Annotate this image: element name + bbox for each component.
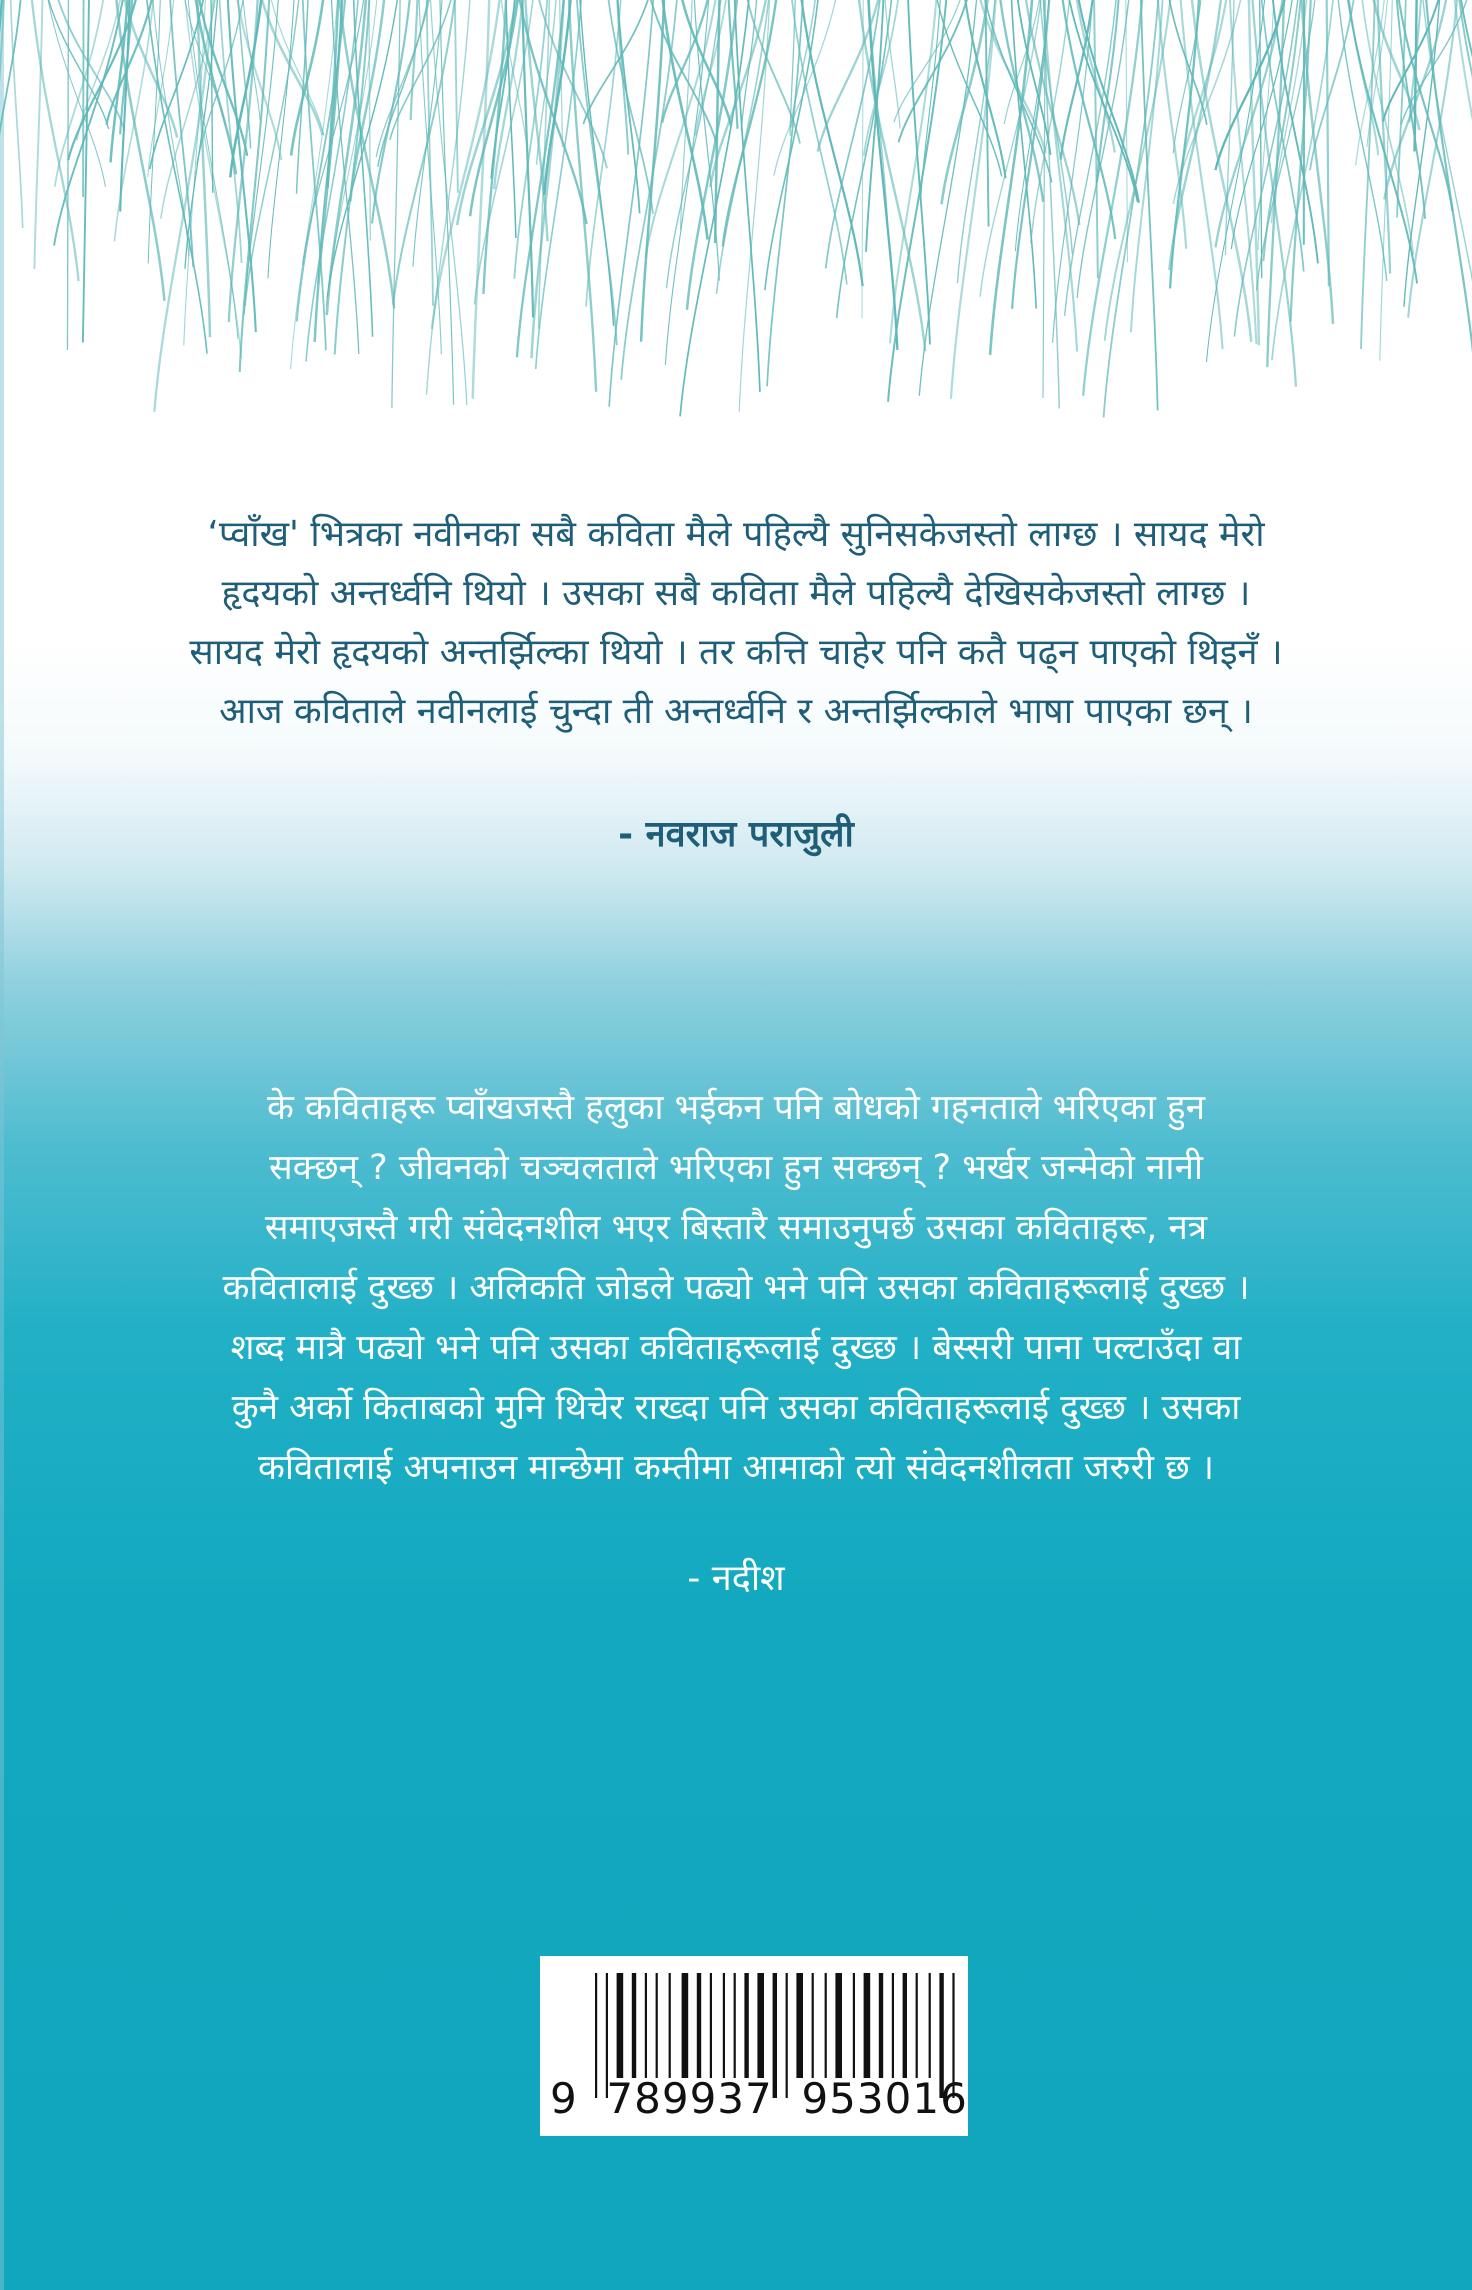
barcode-bar <box>916 1973 918 2078</box>
barcode-bar <box>697 1973 701 2078</box>
grass-blade <box>1105 0 1172 341</box>
barcode-bar <box>835 1973 842 2078</box>
barcode-bar <box>723 1973 725 2078</box>
grass-blade <box>473 0 490 399</box>
quote-line: समाएजस्तै गरी संवेदनशील भएर बिस्तारै समाउनुपर्छ उसका कविताहरू, नत्र <box>264 1208 1208 1248</box>
grass-blade <box>908 0 930 344</box>
grass-blade <box>392 0 400 408</box>
grass-blade <box>1454 0 1472 344</box>
quote-line: कवितालाई अपनाउन मान्छेमा कम्तीमा आमाको त्यो संवेदनशीलता जरुरी छ । <box>257 1448 1215 1488</box>
grass-blade <box>579 0 613 326</box>
barcode-bar <box>710 1973 712 2078</box>
quote-line: सक्छन् ? जीवनको चञ्चलताले भरिएका हुन सक्छन् ? भर्खर जन्मेको नानी <box>269 1148 1203 1188</box>
barcode-bar <box>825 1973 827 2078</box>
quote-line: शब्द मात्रै पढ्यो भने पनि उसका कविताहरूलाई दुख्छ । बेस्सरी पाना पल्टाउँदा वा <box>230 1328 1242 1368</box>
grass-blade <box>1425 0 1472 398</box>
grass-blade <box>607 0 653 214</box>
quote-navaraj <box>0 505 1472 741</box>
barcode-bar <box>853 1973 855 2078</box>
grass-blade <box>765 0 819 290</box>
grass-blade <box>951 0 996 399</box>
barcode-bar <box>892 1973 894 2078</box>
grass-blade <box>890 0 937 343</box>
grass-blade <box>1361 0 1375 349</box>
barcode-bar <box>682 1973 689 2078</box>
grass-blade <box>583 0 651 124</box>
quote-author-nadish: - नदीश <box>687 1558 785 1599</box>
grass-blade <box>884 0 900 128</box>
quote-line: सायद मेरो हृदयको अन्तर्झिल्का थियो । तर कत्ति चाहेर पनि कतै पढ्न पाएको थिइनँ । <box>189 632 1283 673</box>
grass-blade <box>369 0 370 241</box>
quote-nadish <box>0 1078 1472 1498</box>
barcode-bar <box>929 1973 931 2078</box>
grass-illustration <box>0 0 1472 480</box>
grass-blade <box>687 0 738 310</box>
barcode-bar <box>812 1973 814 2078</box>
barcode-bar <box>757 1973 764 2078</box>
grass-blade <box>586 0 621 307</box>
barcode-bar <box>656 1973 658 2078</box>
barcode-bar <box>645 1973 647 2078</box>
grass-blade <box>942 0 989 204</box>
grass-blade <box>440 0 454 405</box>
grass-blade <box>680 0 750 416</box>
quote-line: ‘प्वाँख' भित्रका नवीनका सबै कविता मैले पहिल्यै सुनिसकेजस्तो लाग्छ । सायद मेरो <box>207 514 1265 555</box>
grass-blade <box>1310 0 1355 170</box>
quote-line: आज कविताले नवीनलाई चुन्दा ती अन्तर्ध्वनि र अन्तर्झिल्काले भाषा पाएका छन् । <box>219 691 1253 732</box>
barcode-bar <box>734 1973 736 2078</box>
grass-blade <box>268 0 295 278</box>
quote-line: के कविताहरू प्वाँखजस्तै हलुका भईकन पनि बोधको गहनताले भरिएका हुन <box>266 1088 1206 1128</box>
grass-blade <box>767 0 803 386</box>
grass-blade <box>34 0 42 269</box>
grass-blade <box>1415 0 1417 151</box>
grass-blade <box>617 0 640 213</box>
barcode-bar <box>744 1973 748 2078</box>
barcode-bar <box>669 1973 671 2078</box>
grass-blade <box>858 0 925 351</box>
grass-blade <box>894 0 963 122</box>
barcode-bar <box>632 1973 636 2078</box>
grass-blade <box>800 0 862 286</box>
barcode-bar <box>903 1973 907 2078</box>
grass-blade <box>184 0 206 346</box>
grass-blade <box>1157 0 1186 249</box>
quote-line: हृदयको अन्तर्ध्वनि थियो । उसका सबै कविता मैले पहिल्यै देखिसकेजस्तो लाग्छ । <box>221 573 1251 614</box>
barcode-bar <box>796 1973 803 2078</box>
quote-line: कुनै अर्को किताबको मुनि थिचेर राख्दा पनि उसका कविताहरूलाई दुख्छ । उसका <box>231 1388 1241 1428</box>
isbn-barcode <box>540 1956 968 2136</box>
barcode-bar <box>617 1973 624 2078</box>
grass-blade <box>427 0 471 395</box>
barcode-bar <box>864 1973 871 2078</box>
isbn-digits: 9 789937 953016 <box>550 2074 968 2123</box>
barcode-bar <box>879 1973 883 2078</box>
quote-line: कवितालाई दुख्छ । अलिकति जोडले पढ्यो भने पनि उसका कविताहरूलाई दुख्छ । <box>222 1268 1250 1308</box>
grass-blade <box>455 0 458 193</box>
quote-author-navaraj: - नवराज पराजुली <box>618 814 854 855</box>
grass-blade <box>393 0 456 305</box>
grass-blade <box>1397 0 1452 211</box>
grass-blade <box>1180 0 1227 174</box>
grass-blade <box>67 0 68 350</box>
